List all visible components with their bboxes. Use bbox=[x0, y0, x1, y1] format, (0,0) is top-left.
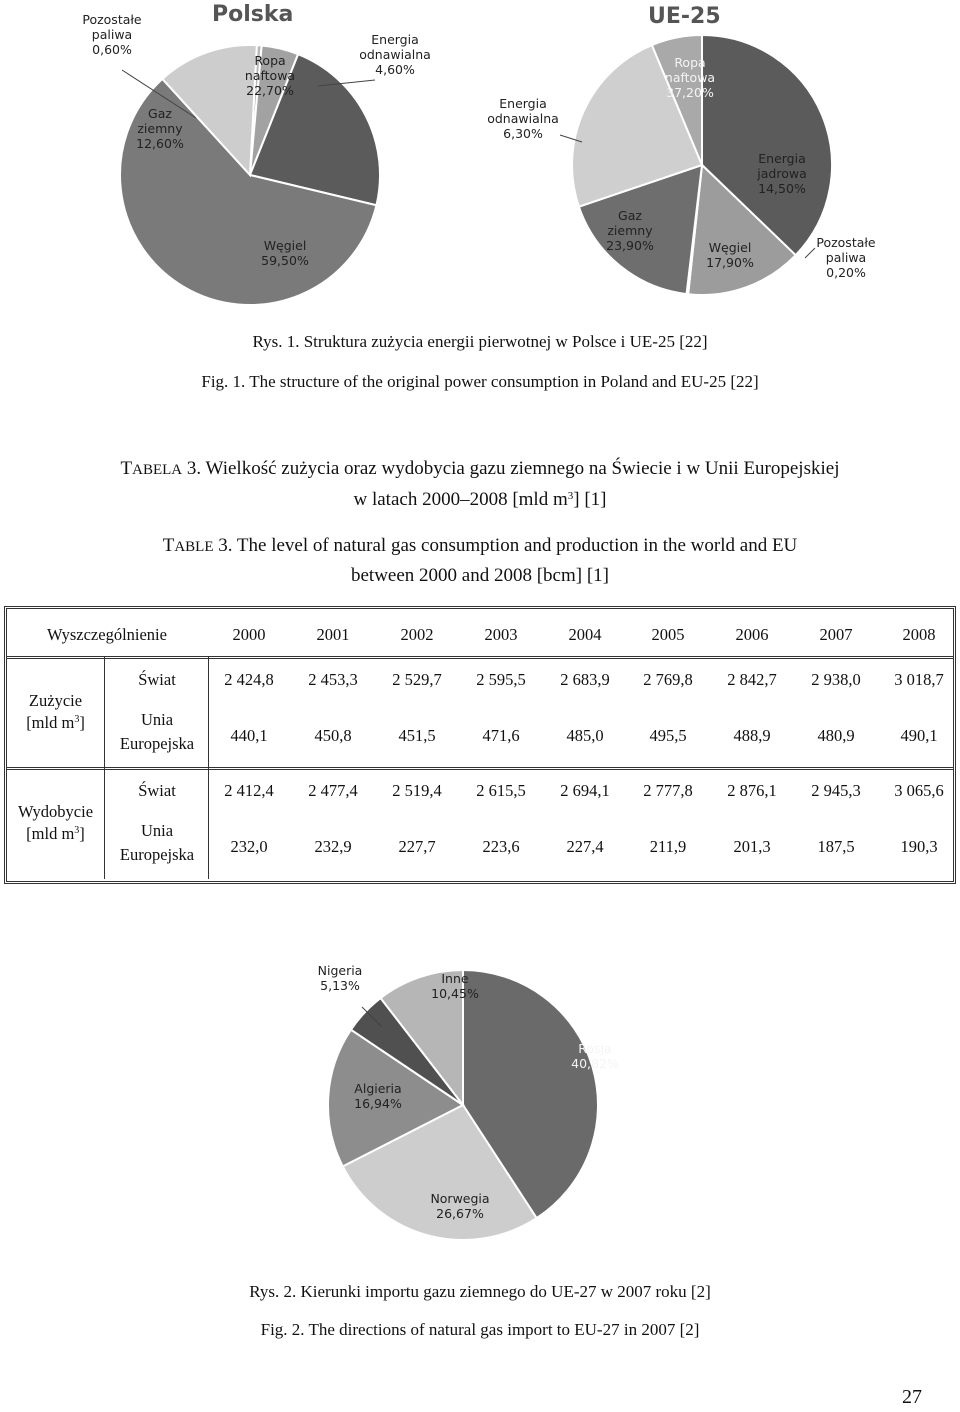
row-label: Unia Europejska bbox=[119, 821, 195, 864]
year-header: 2007 bbox=[819, 625, 853, 644]
slice-value-label: 6,30% bbox=[503, 126, 543, 141]
slice-value-label: 0,60% bbox=[92, 42, 132, 57]
table-cell: 2 477,4 bbox=[308, 781, 358, 800]
slice-label: ziemny bbox=[137, 121, 183, 136]
table-cell: 227,7 bbox=[398, 837, 436, 856]
slice-label: odnawialna bbox=[359, 47, 431, 62]
slice-label: paliwa bbox=[91, 27, 133, 42]
slice-label: naftowa bbox=[664, 70, 716, 85]
table-cell: 2 519,4 bbox=[392, 781, 442, 800]
year-header: 2005 bbox=[651, 625, 685, 644]
header-label: Wyszczególnienie bbox=[47, 625, 167, 644]
pie-chart-import-directions bbox=[300, 945, 670, 1265]
figure-caption-pl: Rys. 1. Struktura zużycia energii pierwotnej w Polsce i UE-25 [22] bbox=[252, 332, 708, 351]
table-cell: 2 615,5 bbox=[476, 781, 526, 800]
table-cell: 227,4 bbox=[566, 837, 604, 856]
table-cell: 2 595,5 bbox=[476, 670, 526, 689]
table-cell: 2 412,4 bbox=[224, 781, 274, 800]
table-cell: 485,0 bbox=[566, 726, 604, 745]
table-cell: 2 938,0 bbox=[811, 670, 861, 689]
table-cell: 2 683,9 bbox=[560, 670, 610, 689]
slice-value-label: 22,70% bbox=[246, 83, 294, 98]
table-cell: 440,1 bbox=[230, 726, 268, 745]
table-label-pl: TABELA bbox=[120, 458, 183, 479]
table-cell: 2 694,1 bbox=[560, 781, 610, 800]
table-cell: 471,6 bbox=[482, 726, 520, 745]
table-cell: 2 769,8 bbox=[643, 670, 693, 689]
year-header: 2003 bbox=[484, 625, 518, 644]
table-cell: 495,5 bbox=[649, 726, 687, 745]
slice-value-label: 5,13% bbox=[320, 978, 360, 993]
slice-label: odnawialna bbox=[487, 111, 559, 126]
table-caption-pl-line2: w latach 2000–2008 [mld $m^3$] [1] bbox=[353, 489, 607, 510]
year-header: 2000 bbox=[232, 625, 266, 644]
figure-caption-en: Fig. 1. The structure of the original power consumption in Poland and EU-25 [22] bbox=[201, 372, 759, 391]
table-caption-en: TABLE 3. The level of natural gas consumption and production in the world and EU bbox=[162, 535, 798, 556]
year-header: 2001 bbox=[316, 625, 350, 644]
slice-label: Energia bbox=[371, 32, 419, 47]
table-cell: 488,9 bbox=[733, 726, 771, 745]
slice-label: Ropa bbox=[254, 53, 286, 68]
slice-label: paliwa bbox=[825, 250, 867, 265]
table-cell: 480,9 bbox=[817, 726, 855, 745]
chart-title-ue25: UE-25 bbox=[648, 4, 721, 29]
year-header: 2004 bbox=[568, 625, 602, 644]
table-label-en: TABLE bbox=[162, 535, 214, 556]
table-cell: 451,5 bbox=[398, 726, 436, 745]
row-group-label: Zużycie [mld $m^3$] bbox=[7, 656, 105, 768]
table-caption-pl: TABELA 3. Wielkość zużycia oraz wydobycia gazu ziemnego na Świecie i w Unii Europejskiej bbox=[120, 458, 840, 479]
pie-chart-polska bbox=[0, 0, 480, 320]
year-header: 2008 bbox=[902, 625, 936, 644]
slice-value-label: 59,50% bbox=[261, 253, 309, 268]
slice-value-label: 40,82% bbox=[571, 1056, 619, 1071]
gas-data-table bbox=[4, 606, 956, 884]
table-cell: 232,0 bbox=[230, 837, 268, 856]
slice-value-label: 23,90% bbox=[606, 238, 654, 253]
slice-label: Nigeria bbox=[317, 963, 363, 978]
slice-label: Pozostałe bbox=[816, 235, 876, 250]
slice-label: Ropa bbox=[674, 55, 706, 70]
slice-label: Norwegia bbox=[430, 1191, 490, 1206]
table-cell: 2 529,7 bbox=[392, 670, 442, 689]
leader-line bbox=[805, 248, 815, 258]
table-header-row bbox=[7, 609, 953, 659]
table-cell: 190,3 bbox=[900, 837, 938, 856]
table-cell: 211,9 bbox=[649, 837, 687, 856]
table-cell: 223,6 bbox=[482, 837, 520, 856]
slice-value-label: 16,94% bbox=[354, 1096, 402, 1111]
chart-title-polska: Polska bbox=[212, 2, 294, 27]
table-caption-en-line2: between 2000 and 2008 [bcm] [1] bbox=[350, 565, 609, 586]
slice-label: Pozostałe bbox=[82, 12, 142, 27]
slice-label: Węgiel bbox=[263, 238, 307, 253]
slice-label: Inne bbox=[441, 971, 469, 986]
slice-label: jadrowa bbox=[757, 166, 807, 181]
table-cell: 187,5 bbox=[817, 837, 855, 856]
slice-value-label: 37,20% bbox=[666, 85, 714, 100]
row-label: Świat bbox=[138, 781, 176, 800]
table-cell: 201,3 bbox=[733, 837, 771, 856]
table-cell: 2 453,3 bbox=[308, 670, 358, 689]
slice-label: ziemny bbox=[607, 223, 653, 238]
table-cell: 232,9 bbox=[314, 837, 352, 856]
table-cell: 450,8 bbox=[314, 726, 352, 745]
slice-value-label: 12,60% bbox=[136, 136, 184, 151]
table-cell: 490,1 bbox=[900, 726, 938, 745]
slice-label: Węgiel bbox=[708, 240, 752, 255]
table-cell: 2 945,3 bbox=[811, 781, 861, 800]
table-cell: 2 842,7 bbox=[727, 670, 777, 689]
row-label: Unia Europejska bbox=[119, 710, 195, 753]
row-group-label: Wydobycie [mld $m^3$] bbox=[7, 767, 105, 879]
table-cell: 3 065,6 bbox=[894, 781, 944, 800]
table-cell: 2 777,8 bbox=[643, 781, 693, 800]
slice-value-label: 4,60% bbox=[375, 62, 415, 77]
slice-label: naftowa bbox=[244, 68, 296, 83]
slice-label: Gaz bbox=[148, 106, 172, 121]
slice-label: Rosja bbox=[578, 1041, 612, 1056]
slice-value-label: 10,45% bbox=[431, 986, 479, 1001]
row-label: Świat bbox=[138, 670, 176, 689]
pie-chart-ue25 bbox=[470, 0, 960, 320]
slice-value-label: 0,20% bbox=[826, 265, 866, 280]
slice-value-label: 26,67% bbox=[436, 1206, 484, 1221]
slice-label: Energia bbox=[499, 96, 547, 111]
table-cell: 2 424,8 bbox=[224, 670, 274, 689]
slice-label: Gaz bbox=[618, 208, 642, 223]
year-header: 2006 bbox=[735, 625, 769, 644]
slice-value-label: 14,50% bbox=[758, 181, 806, 196]
slice-label: Algieria bbox=[354, 1081, 402, 1096]
table-cell: 2 876,1 bbox=[727, 781, 777, 800]
year-header: 2002 bbox=[400, 625, 434, 644]
figure2-caption-pl: Rys. 2. Kierunki importu gazu ziemnego do UE-27 w 2007 roku [2] bbox=[249, 1282, 711, 1301]
slice-label: Energia bbox=[758, 151, 806, 166]
page-number: 27 bbox=[902, 1386, 922, 1408]
table-cell: 3 018,7 bbox=[894, 670, 944, 689]
figure2-caption-en: Fig. 2. The directions of natural gas import to EU-27 in 2007 [2] bbox=[260, 1320, 700, 1339]
slice-value-label: 17,90% bbox=[706, 255, 754, 270]
